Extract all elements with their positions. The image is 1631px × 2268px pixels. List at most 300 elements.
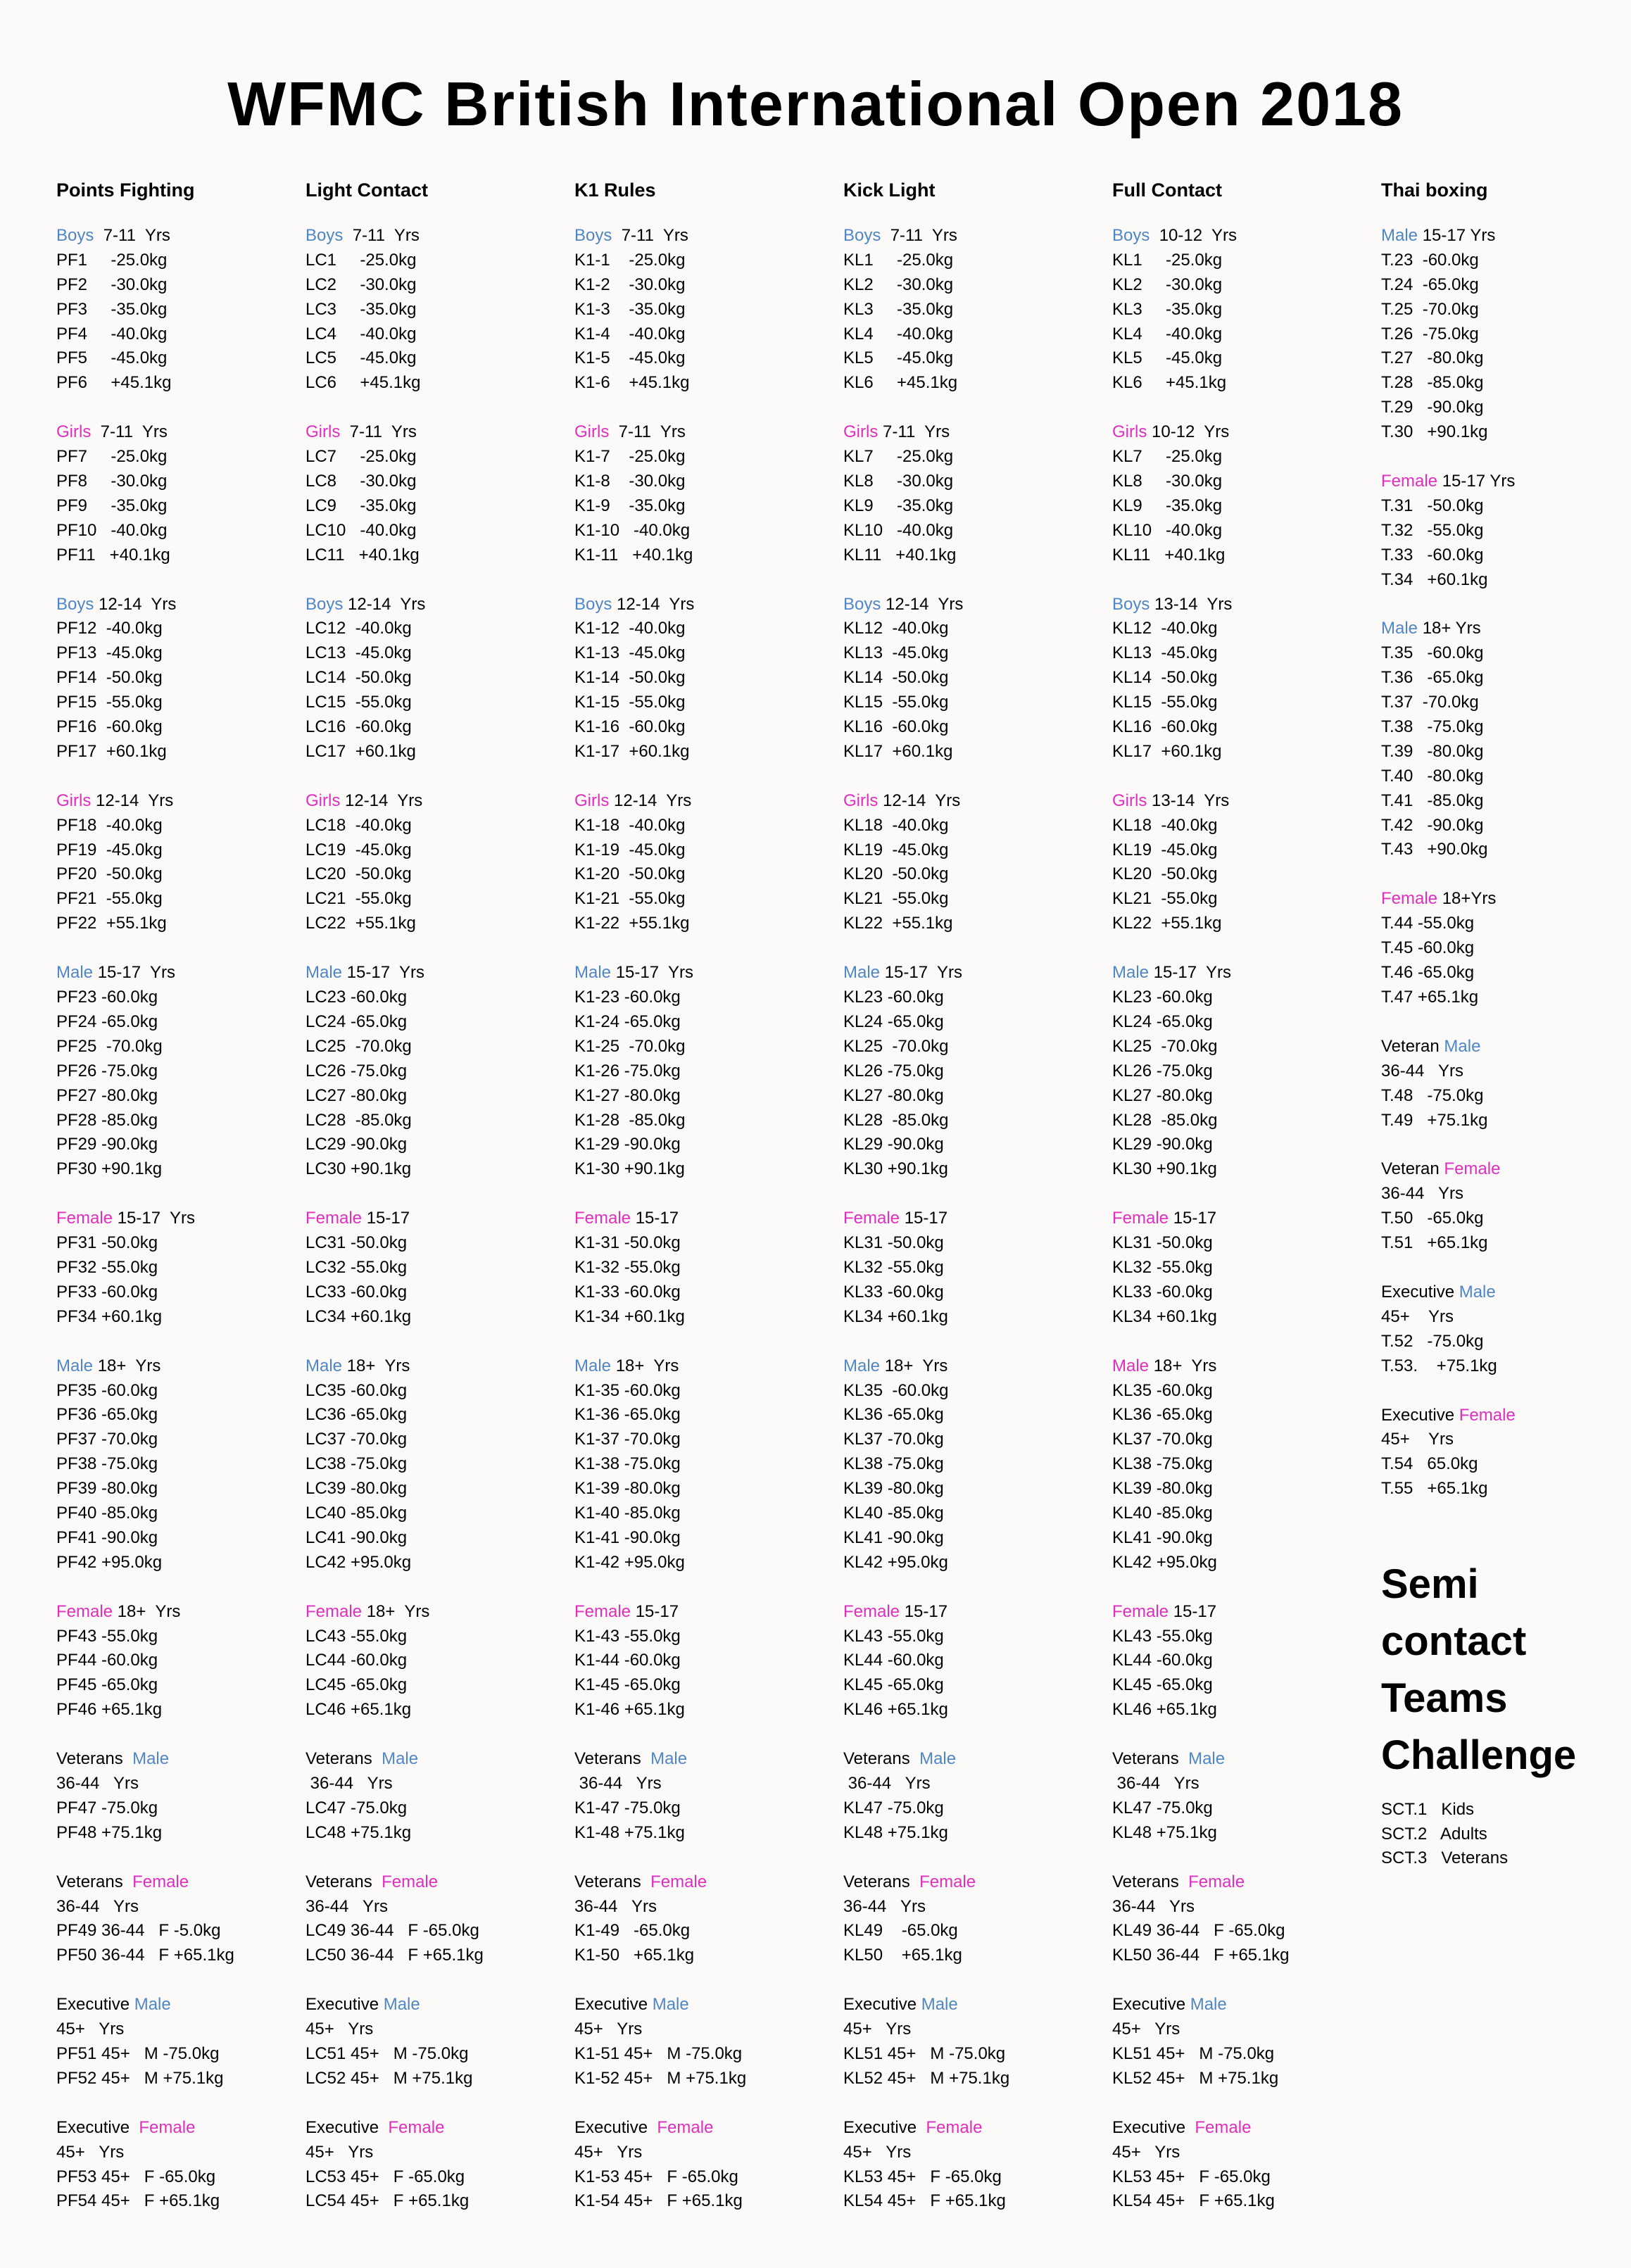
weight-category: T.27 -80.0kg: [1381, 348, 1484, 368]
weight-category: LC28 -85.0kg: [306, 1110, 412, 1130]
weight-category: LC46 +65.1kg: [306, 1700, 412, 1720]
group-age-range: 15-17 Yrs: [1437, 472, 1516, 491]
weight-category: LC9 -35.0kg: [306, 496, 417, 515]
division-group: [843, 1870, 1009, 1969]
weight-category: K1-50 +65.1kg: [574, 1946, 695, 1965]
weight-category: LC34 +60.1kg: [306, 1306, 412, 1326]
division-group: [1381, 1035, 1516, 1133]
group-gender-label: Male: [383, 1995, 420, 2015]
group-header: [1112, 593, 1290, 617]
weight-category: T.48 -75.0kg: [1381, 1085, 1484, 1105]
group-age-range: 18+ Yrs: [1149, 1356, 1217, 1375]
group-age-range: 18+ Yrs: [113, 1601, 181, 1621]
weight-category: KL29 -90.0kg: [843, 1135, 944, 1154]
weight-category: KL32 -55.0kg: [843, 1257, 944, 1277]
weight-category: KL14 -50.0kg: [843, 668, 949, 688]
weight-category: T.25 -70.0kg: [1381, 299, 1479, 319]
weight-category: PF11 +40.1kg: [56, 545, 170, 565]
weight-category: K1-32 -55.0kg: [574, 1257, 681, 1277]
group-header: [843, 961, 1009, 985]
weight-category: T.28 -85.0kg: [1381, 373, 1484, 393]
group-gender-label: Boys: [843, 226, 881, 245]
page-title: WFMC British International Open 2018: [227, 69, 1404, 139]
weight-category: PF25 -70.0kg: [56, 1036, 163, 1056]
weight-category: K1-23 -60.0kg: [574, 988, 681, 1007]
weight-category: PF53 45+ F -65.0kg: [56, 2167, 216, 2186]
weight-category: LC40 -85.0kg: [306, 1503, 408, 1523]
division-group: [1112, 420, 1290, 567]
column-heading: Full Contact: [1112, 179, 1222, 201]
group-header: [843, 789, 1009, 814]
weight-category: KL19 -45.0kg: [1112, 840, 1218, 859]
group-header: [574, 1354, 746, 1379]
group-age-range: 7-11 Yrs: [881, 226, 957, 245]
division-group: [574, 1993, 746, 2091]
weight-category: K1-21 -55.0kg: [574, 889, 686, 909]
weight-category: K1-37 -70.0kg: [574, 1430, 681, 1449]
weight-category: KL11 +40.1kg: [1112, 545, 1226, 565]
group-header: [1381, 1157, 1516, 1182]
weight-category: KL9 -35.0kg: [1112, 496, 1223, 515]
weight-category: K1-47 -75.0kg: [574, 1798, 681, 1817]
weight-category: KL19 -45.0kg: [843, 840, 949, 859]
weight-category: K1-19 -45.0kg: [574, 840, 686, 859]
weight-category: KL38 -75.0kg: [843, 1454, 944, 1474]
group-gender-label: Male: [574, 963, 612, 983]
semi-contact-title-line: contact: [1381, 1618, 1527, 1664]
division-group: [56, 789, 234, 936]
weight-category: KL24 -65.0kg: [1112, 1012, 1213, 1031]
weight-category: LC25 -70.0kg: [306, 1036, 412, 1056]
weight-category: K1-49 -65.0kg: [574, 1921, 691, 1941]
division-group: [1112, 789, 1290, 936]
column-kick-light: [843, 176, 1009, 2238]
weight-category: 36-44 Yrs: [306, 1773, 393, 1793]
group-gender-label: Female: [1444, 1159, 1501, 1179]
division-group: [306, 420, 484, 567]
group-header: [1381, 617, 1516, 641]
group-header: [1112, 1747, 1290, 1772]
weight-category: KL16 -60.0kg: [1112, 717, 1218, 737]
weight-category: PF51 45+ M -75.0kg: [56, 2044, 220, 2063]
weight-category: 36-44 Yrs: [1112, 1773, 1199, 1793]
weight-category: LC35 -60.0kg: [306, 1380, 408, 1400]
weight-category: LC50 36-44 F +65.1kg: [306, 1946, 484, 1965]
group-header: [1112, 1600, 1290, 1625]
weight-category: KL32 -55.0kg: [1112, 1257, 1213, 1277]
weight-category: K1-13 -45.0kg: [574, 643, 686, 663]
weight-category: KL42 +95.0kg: [1112, 1552, 1217, 1572]
division-group: [574, 789, 746, 936]
division-group: [306, 1747, 484, 1846]
group-header: [306, 420, 484, 445]
weight-category: K1-10 -40.0kg: [574, 520, 691, 540]
weight-category: T.37 -70.0kg: [1381, 693, 1479, 712]
group-prefix: Executive: [574, 2117, 657, 2137]
weight-category: PF5 -45.0kg: [56, 348, 168, 368]
group-gender-label: Female: [650, 1872, 707, 1891]
weight-category: KL2 -30.0kg: [843, 275, 954, 294]
team-category: SCT.1 Kids: [1381, 1800, 1475, 1819]
weight-category: PF44 -60.0kg: [56, 1651, 158, 1670]
weight-category: K1-48 +75.1kg: [574, 1822, 685, 1842]
weight-category: KL47 -75.0kg: [843, 1798, 944, 1817]
group-gender-label: Girls: [843, 422, 879, 442]
group-header: [1381, 1035, 1516, 1059]
group-gender-label: Female: [926, 2117, 983, 2137]
group-gender-label: Male: [843, 963, 881, 983]
division-group: [306, 224, 484, 396]
division-group: [843, 593, 1009, 764]
group-age-range: 15-17 Yrs: [93, 963, 175, 983]
weight-category: LC8 -30.0kg: [306, 472, 417, 491]
weight-category: KL44 -60.0kg: [843, 1651, 944, 1670]
weight-category: K1-42 +95.0kg: [574, 1552, 685, 1572]
division-group: [1112, 1600, 1290, 1722]
weight-category: KL25 -70.0kg: [1112, 1036, 1218, 1056]
weight-category: LC19 -45.0kg: [306, 840, 412, 859]
weight-category: KL29 -90.0kg: [1112, 1135, 1213, 1154]
group-gender-label: Boys: [306, 594, 344, 614]
group-prefix: Veterans: [56, 1749, 133, 1769]
division-group: [1381, 224, 1516, 445]
weight-category: LC10 -40.0kg: [306, 520, 417, 540]
group-gender-label: Female: [139, 2117, 196, 2137]
weight-category: KL6 +45.1kg: [1112, 373, 1227, 393]
group-gender-label: Female: [306, 1601, 363, 1621]
division-group: [1381, 470, 1516, 592]
group-header: [56, 961, 234, 985]
weight-category: 36-44 Yrs: [1381, 1184, 1463, 1204]
weight-category: LC11 +40.1kg: [306, 545, 420, 565]
weight-category: LC36 -65.0kg: [306, 1405, 408, 1425]
weight-category: KL35 -60.0kg: [1112, 1380, 1213, 1400]
weight-category: PF15 -55.0kg: [56, 693, 163, 712]
group-header: [574, 593, 746, 617]
weight-category: PF9 -35.0kg: [56, 496, 168, 515]
group-header: [306, 593, 484, 617]
group-header: [56, 1207, 234, 1231]
group-age-range: 15-17 Yrs: [342, 963, 424, 983]
weight-category: K1-25 -70.0kg: [574, 1036, 686, 1056]
group-header: [1112, 1354, 1290, 1379]
group-header: [1112, 961, 1290, 985]
weight-category: T.46 -65.0kg: [1381, 963, 1475, 983]
group-age-range: 12-14 Yrs: [340, 790, 423, 810]
weight-category: 36-44 Yrs: [843, 1773, 931, 1793]
weight-category: KL54 45+ F +65.1kg: [1112, 2191, 1275, 2211]
division-group: [843, 420, 1009, 567]
group-age-range: 13-14 Yrs: [1147, 790, 1230, 810]
column-full-contact: [1112, 176, 1290, 2238]
weight-category: LC17 +60.1kg: [306, 741, 416, 761]
group-gender-label: Male: [921, 1995, 958, 2015]
group-gender-label: Female: [574, 1209, 631, 1228]
weight-category: PF4 -40.0kg: [56, 324, 168, 344]
weight-category: KL26 -75.0kg: [1112, 1061, 1213, 1081]
column-heading: Light Contact: [306, 179, 428, 201]
group-header: [574, 1207, 746, 1231]
division-group: [1381, 887, 1516, 1009]
group-age-range: 12-14 Yrs: [343, 594, 426, 614]
weight-category: KL48 +75.1kg: [1112, 1822, 1217, 1842]
weight-category: KL18 -40.0kg: [843, 815, 949, 835]
weight-category: K1-24 -65.0kg: [574, 1012, 681, 1031]
weight-category: K1-36 -65.0kg: [574, 1405, 681, 1425]
weight-category: KL36 -65.0kg: [1112, 1405, 1213, 1425]
weight-category: 45+ Yrs: [574, 2020, 643, 2039]
weight-category: T.45 -60.0kg: [1381, 938, 1475, 958]
weight-category: PF14 -50.0kg: [56, 668, 163, 688]
weight-category: PF2 -30.0kg: [56, 275, 168, 294]
weight-category: LC14 -50.0kg: [306, 668, 412, 688]
weight-category: KL5 -45.0kg: [1112, 348, 1223, 368]
division-group: [306, 1870, 484, 1969]
group-header: [1112, 1870, 1290, 1895]
group-prefix: Veterans: [56, 1872, 133, 1891]
weight-category: LC26 -75.0kg: [306, 1061, 408, 1081]
weight-category: KL5 -45.0kg: [843, 348, 954, 368]
weight-category: KL43 -55.0kg: [1112, 1626, 1213, 1646]
weight-category: 45+ Yrs: [306, 2142, 374, 2162]
weight-category: PF49 36-44 F -5.0kg: [56, 1921, 221, 1941]
group-gender-label: Male: [574, 1356, 612, 1375]
group-age-range: 18+ Yrs: [362, 1601, 430, 1621]
weight-category: T.50 -65.0kg: [1381, 1209, 1484, 1228]
weight-category: KL45 -65.0kg: [843, 1675, 944, 1695]
weight-category: LC52 45+ M +75.1kg: [306, 2068, 473, 2088]
group-gender-label: Boys: [1112, 594, 1150, 614]
weight-category: KL16 -60.0kg: [843, 717, 949, 737]
group-gender-label: Male: [1381, 226, 1418, 245]
group-age-range: 7-11 Yrs: [612, 226, 688, 245]
group-gender-label: Female: [56, 1209, 113, 1228]
weight-category: LC24 -65.0kg: [306, 1012, 408, 1031]
weight-category: PF40 -85.0kg: [56, 1503, 158, 1523]
group-age-range: 18+Yrs: [1437, 889, 1497, 909]
division-group: [574, 1207, 746, 1329]
weight-category: LC30 +90.1kg: [306, 1159, 412, 1179]
division-group: [1381, 1157, 1516, 1256]
weight-category: LC38 -75.0kg: [306, 1454, 408, 1474]
group-header: [306, 1207, 484, 1231]
weight-category: KL26 -75.0kg: [843, 1061, 944, 1081]
group-header: [1381, 470, 1516, 494]
group-header: [574, 224, 746, 248]
weight-category: KL46 +65.1kg: [1112, 1700, 1217, 1720]
weight-category: T.26 -75.0kg: [1381, 324, 1479, 344]
group-header: [843, 1993, 1009, 2017]
weight-category: K1-53 45+ F -65.0kg: [574, 2167, 738, 2186]
group-gender-label: Girls: [574, 790, 610, 810]
weight-category: 36-44 Yrs: [56, 1773, 139, 1793]
weight-category: K1-46 +65.1kg: [574, 1700, 685, 1720]
weight-category: K1-17 +60.1kg: [574, 741, 690, 761]
weight-category: K1-31 -50.0kg: [574, 1233, 681, 1253]
weight-category: 36-44 Yrs: [1381, 1061, 1463, 1081]
group-age-range: 7-11 Yrs: [94, 226, 170, 245]
group-gender-label: Boys: [306, 226, 344, 245]
division-group: [306, 593, 484, 764]
weight-category: KL34 +60.1kg: [1112, 1306, 1217, 1326]
weight-category: KL42 +95.0kg: [843, 1552, 948, 1572]
division-group: [306, 789, 484, 936]
weight-category: KL33 -60.0kg: [843, 1282, 944, 1302]
weight-category: PF31 -50.0kg: [56, 1233, 158, 1253]
weight-category: PF45 -65.0kg: [56, 1675, 158, 1695]
weight-category: T.29 -90.0kg: [1381, 398, 1484, 417]
weight-category: KL37 -70.0kg: [1112, 1430, 1213, 1449]
weight-category: KL40 -85.0kg: [843, 1503, 944, 1523]
weight-category: KL13 -45.0kg: [843, 643, 949, 663]
group-prefix: Veterans: [1112, 1749, 1189, 1769]
weight-category: KL23 -60.0kg: [1112, 988, 1213, 1007]
group-gender-label: Male: [843, 1356, 881, 1375]
group-header: [306, 961, 484, 985]
weight-category: K1-35 -60.0kg: [574, 1380, 681, 1400]
group-age-range: 13-14 Yrs: [1150, 594, 1233, 614]
group-gender-label: Female: [132, 1872, 189, 1891]
weight-category: PF39 -80.0kg: [56, 1479, 158, 1499]
group-header: [574, 2116, 746, 2141]
weight-category: PF24 -65.0kg: [56, 1012, 158, 1031]
weight-category: KL37 -70.0kg: [843, 1430, 944, 1449]
group-age-range: 18+ Yrs: [342, 1356, 410, 1375]
division-group: [1381, 1404, 1516, 1502]
group-age-range: 18+ Yrs: [93, 1356, 161, 1375]
weight-category: T.43 +90.0kg: [1381, 840, 1488, 859]
group-gender-label: Male: [1190, 1995, 1227, 2015]
weight-category: PF36 -65.0kg: [56, 1405, 158, 1425]
weight-category: LC49 36-44 F -65.0kg: [306, 1921, 479, 1941]
group-gender-label: Female: [56, 1601, 113, 1621]
group-header: [843, 2116, 1009, 2141]
group-gender-label: Female: [1188, 1872, 1245, 1891]
group-header: [56, 1354, 234, 1379]
weight-category: K1-33 -60.0kg: [574, 1282, 681, 1302]
group-header: [1112, 224, 1290, 248]
group-gender-label: Male: [132, 1749, 170, 1769]
weight-category: KL50 +65.1kg: [843, 1946, 962, 1965]
division-group: [843, 1993, 1009, 2091]
weight-category: K1-39 -80.0kg: [574, 1479, 681, 1499]
weight-category: PF21 -55.0kg: [56, 889, 163, 909]
weight-category: T.34 +60.1kg: [1381, 569, 1488, 589]
group-header: [843, 224, 1009, 248]
weight-category: T.39 -80.0kg: [1381, 741, 1484, 761]
group-header: [843, 1207, 1009, 1231]
group-prefix: Executive: [1112, 1995, 1190, 2015]
weight-category: PF27 -80.0kg: [56, 1085, 158, 1105]
group-gender-label: Girls: [56, 422, 92, 442]
group-age-range: 7-11 Yrs: [609, 422, 686, 442]
group-gender-label: Boys: [843, 594, 881, 614]
group-gender-label: Boys: [56, 594, 94, 614]
group-header: [56, 2116, 234, 2141]
group-prefix: Veterans: [574, 1749, 651, 1769]
group-prefix: Veterans: [306, 1749, 382, 1769]
weight-category: LC23 -60.0kg: [306, 988, 408, 1007]
group-gender-label: Male: [1444, 1036, 1481, 1056]
weight-category: KL53 45+ F -65.0kg: [843, 2167, 1002, 2186]
team-category: SCT.3 Veterans: [1381, 1848, 1509, 1867]
group-gender-label: Female: [1112, 1209, 1169, 1228]
group-age-range: 7-11 Yrs: [878, 422, 950, 442]
group-header: [574, 1870, 746, 1895]
group-age-range: 15-17 Yrs: [611, 963, 693, 983]
weight-category: KL24 -65.0kg: [843, 1012, 944, 1031]
group-gender-label: Female: [574, 1601, 631, 1621]
group-header: [306, 1600, 484, 1625]
weight-category: K1-43 -55.0kg: [574, 1626, 681, 1646]
group-header: [1112, 789, 1290, 814]
weight-category: LC54 45+ F +65.1kg: [306, 2191, 470, 2211]
division-group: [1112, 224, 1290, 396]
weight-category: 45+ Yrs: [1381, 1306, 1454, 1326]
weight-category: PF32 -55.0kg: [56, 1257, 158, 1277]
division-group: [574, 1747, 746, 1846]
group-gender-label: Male: [1188, 1749, 1226, 1769]
group-gender-label: Male: [134, 1995, 171, 2015]
group-header: [306, 1354, 484, 1379]
group-header: [843, 1870, 1009, 1895]
weight-category: PF10 -40.0kg: [56, 520, 168, 540]
division-group: [843, 224, 1009, 396]
weight-category: KL35 -60.0kg: [843, 1380, 949, 1400]
weight-category: K1-30 +90.1kg: [574, 1159, 685, 1179]
weight-category: T.36 -65.0kg: [1381, 668, 1484, 688]
division-group: [306, 1993, 484, 2091]
weight-category: KL44 -60.0kg: [1112, 1651, 1213, 1670]
group-gender-label: Male: [650, 1749, 688, 1769]
group-prefix: Executive: [306, 1995, 384, 2015]
weight-category: KL22 +55.1kg: [1112, 914, 1222, 933]
group-gender-label: Male: [1381, 619, 1418, 638]
weight-category: KL25 -70.0kg: [843, 1036, 949, 1056]
group-prefix: Veterans: [843, 1749, 920, 1769]
group-prefix: Executive: [1381, 1282, 1459, 1302]
weight-category: KL6 +45.1kg: [843, 373, 958, 393]
division-group: [306, 1207, 484, 1329]
weight-category: LC2 -30.0kg: [306, 275, 417, 294]
weight-category: LC45 -65.0kg: [306, 1675, 408, 1695]
weight-category: KL30 +90.1kg: [843, 1159, 948, 1179]
group-gender-label: Female: [306, 1209, 363, 1228]
group-header: [306, 2116, 484, 2141]
division-group: [306, 1600, 484, 1722]
weight-category: K1-2 -30.0kg: [574, 275, 686, 294]
division-group: [306, 2116, 484, 2215]
weight-category: PF37 -70.0kg: [56, 1430, 158, 1449]
weight-category: LC5 -45.0kg: [306, 348, 417, 368]
group-age-range: 15-17 Yrs: [880, 963, 962, 983]
group-age-range: 15-17: [631, 1601, 679, 1621]
weight-category: KL49 36-44 F -65.0kg: [1112, 1921, 1285, 1941]
weight-category: KL11 +40.1kg: [843, 545, 957, 565]
weight-category: T.23 -60.0kg: [1381, 250, 1479, 270]
weight-category: K1-40 -85.0kg: [574, 1503, 681, 1523]
group-header: [843, 593, 1009, 617]
weight-category: K1-18 -40.0kg: [574, 815, 686, 835]
weight-category: LC39 -80.0kg: [306, 1479, 408, 1499]
weight-category: T.53. +75.1kg: [1381, 1356, 1497, 1375]
group-header: [574, 1600, 746, 1625]
weight-category: LC44 -60.0kg: [306, 1651, 408, 1670]
weight-category: PF42 +95.0kg: [56, 1552, 163, 1572]
weight-category: 45+ Yrs: [843, 2020, 912, 2039]
weight-category: PF3 -35.0kg: [56, 299, 168, 319]
group-prefix: Executive: [843, 1995, 921, 2015]
